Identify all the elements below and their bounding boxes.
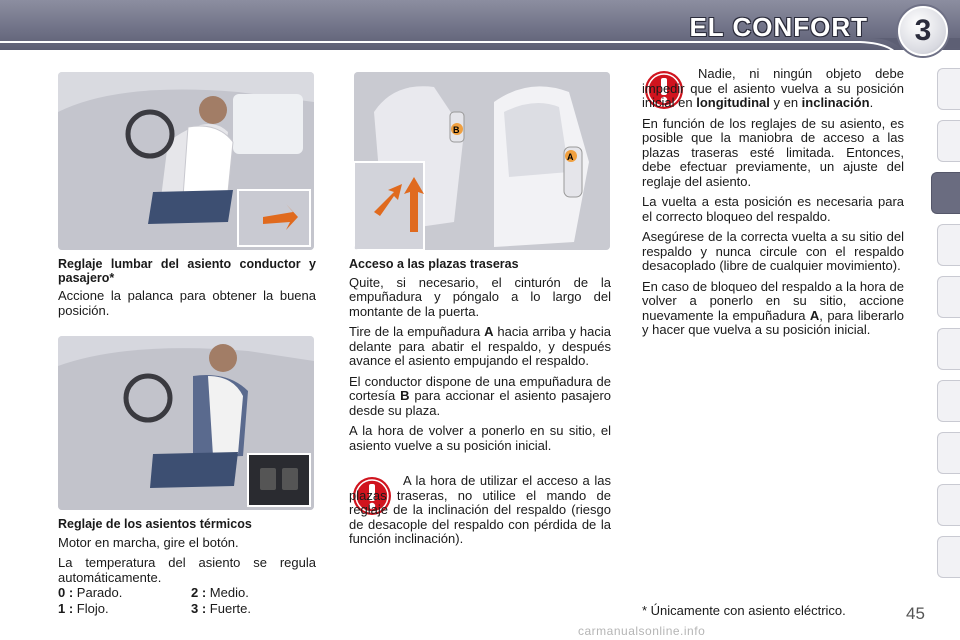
heated-heading: Reglaje de los asientos térmicos xyxy=(58,517,252,531)
text-fragment: Tire de la empuñadura xyxy=(349,324,485,339)
text-fragment: , para liberarlo y hacer que vuelva a su posición inicial. xyxy=(642,307,904,337)
rear-access-heading: Acceso a las plazas traseras xyxy=(349,257,519,271)
seat-return-p2: La vuelta a esta posición es necesaria para el correcto bloqueo del respaldo. xyxy=(642,194,904,224)
legend-row xyxy=(191,601,251,617)
lumbar-section xyxy=(58,258,316,324)
legend-key: 2 : xyxy=(191,585,207,600)
heated-seat-section xyxy=(58,518,316,591)
lumbar-heading: Reglaje lumbar del asiento conductor y pasajero* xyxy=(58,257,316,285)
rear-access-p1: Quite, si necesario, el cinturón de la empuñadura y póngalo a lo largo del montante de la puerta. xyxy=(349,274,611,319)
rear-access-p4: A la hora de volver a ponerlo en su sitio, el asiento vuelve a su posición inicial. xyxy=(349,423,611,453)
chapter-title: EL CONFORT xyxy=(689,12,868,42)
legend-label: Fuerte. xyxy=(209,601,251,616)
legend-row xyxy=(58,601,122,617)
rear-access-warning xyxy=(349,474,611,553)
text-fragment: . xyxy=(869,95,874,110)
bold-term: inclinación xyxy=(801,95,870,110)
heated-text-2: La temperatura del asiento se regula automáticamente. xyxy=(58,555,316,585)
warning-text: A la hora de utilizar el acceso a las plazas traseras, no utilice el mando de reglaje de la inclinación del respaldo (riesgo de desacople del respaldo con pérdida de la función inclinación). xyxy=(349,473,611,546)
chapter-tab[interactable] xyxy=(937,380,960,422)
legend-row xyxy=(191,585,251,601)
legend-label: Medio. xyxy=(209,585,249,600)
seat-return-section xyxy=(642,67,904,344)
legend-label: Flojo. xyxy=(76,601,109,616)
heated-seat-photo xyxy=(58,336,314,510)
seat-label-b: B xyxy=(453,125,460,135)
chapter-tab[interactable] xyxy=(937,120,960,162)
legend-key: 0 : xyxy=(58,585,74,600)
handle-b-ref: B xyxy=(400,388,410,403)
rear-access-section xyxy=(349,258,611,459)
chapter-tab-active[interactable] xyxy=(931,172,960,214)
text-fragment: hacia arriba y hacia delante para abatir el respaldo, y después avance el asiento empujando el respaldo. xyxy=(349,324,611,368)
lumbar-adjustment-photo xyxy=(58,72,314,250)
handle-a-ref: A xyxy=(809,307,820,323)
chapter-tab[interactable] xyxy=(937,224,960,266)
page-number: 45 xyxy=(906,604,925,623)
chapter-tab[interactable] xyxy=(937,432,960,474)
handle-a-ref: A xyxy=(484,324,494,339)
chapter-tab[interactable] xyxy=(937,276,960,318)
legend-row xyxy=(58,585,122,601)
bold-term: longitudinal xyxy=(696,95,770,110)
seat-label-a: A xyxy=(567,152,574,162)
text-fragment: para accionar el asiento pasajero desde su plaza. xyxy=(349,388,612,418)
footnote: * Únicamente con asiento eléctrico. xyxy=(642,603,846,618)
chapter-tab[interactable] xyxy=(937,68,960,110)
chapter-tab[interactable] xyxy=(937,484,960,526)
seat-return-p3: Asegúrese de la correcta vuelta a su sitio del respaldo y nunca circule con el respaldo desacoplado (libre de cualquier movimiento). xyxy=(642,229,904,273)
legend-key: 3 : xyxy=(191,601,207,616)
chapter-number-badge: 3 xyxy=(898,6,948,56)
rear-access-seat-photo xyxy=(354,72,610,250)
watermark: carmanualsonline.info xyxy=(578,624,706,638)
lumbar-text: Accione la palanca para obtener la buena posición. xyxy=(58,288,316,318)
rear-access-p3 xyxy=(349,375,611,419)
seat-return-warning xyxy=(642,67,904,111)
legend-label: Parado. xyxy=(76,585,123,600)
text-fragment: Nadie, ni ningún objeto debe impedir que el asiento vuelva a su posición inicial en xyxy=(642,66,904,110)
heated-text-1: Motor en marcha, gire el botón. xyxy=(58,534,239,550)
legend-key: 1 : xyxy=(58,601,74,616)
heat-level-legend-2 xyxy=(191,585,251,617)
text-fragment: En caso de bloqueo del respaldo a la hora de volver a ponerlo en su sitio, accione nuevamente la empuñadura xyxy=(642,278,904,323)
heat-level-legend xyxy=(58,585,122,617)
chapter-tab[interactable] xyxy=(937,328,960,370)
text-fragment: El conductor dispone de una empuñadura de cortesía xyxy=(349,373,611,403)
seat-return-p4 xyxy=(642,280,904,338)
seat-return-p1: En función de los reglajes de su asiento, es posible que la maniobra de acceso a las plazas traseras esté limitada. Entonces, debe efectuar previamente, un ajuste del reglaje del asiento. xyxy=(642,115,904,189)
chapter-tab[interactable] xyxy=(937,536,960,578)
text-fragment: y en xyxy=(769,95,802,110)
rear-access-p2 xyxy=(349,325,611,369)
chapter-tabs xyxy=(932,68,960,578)
